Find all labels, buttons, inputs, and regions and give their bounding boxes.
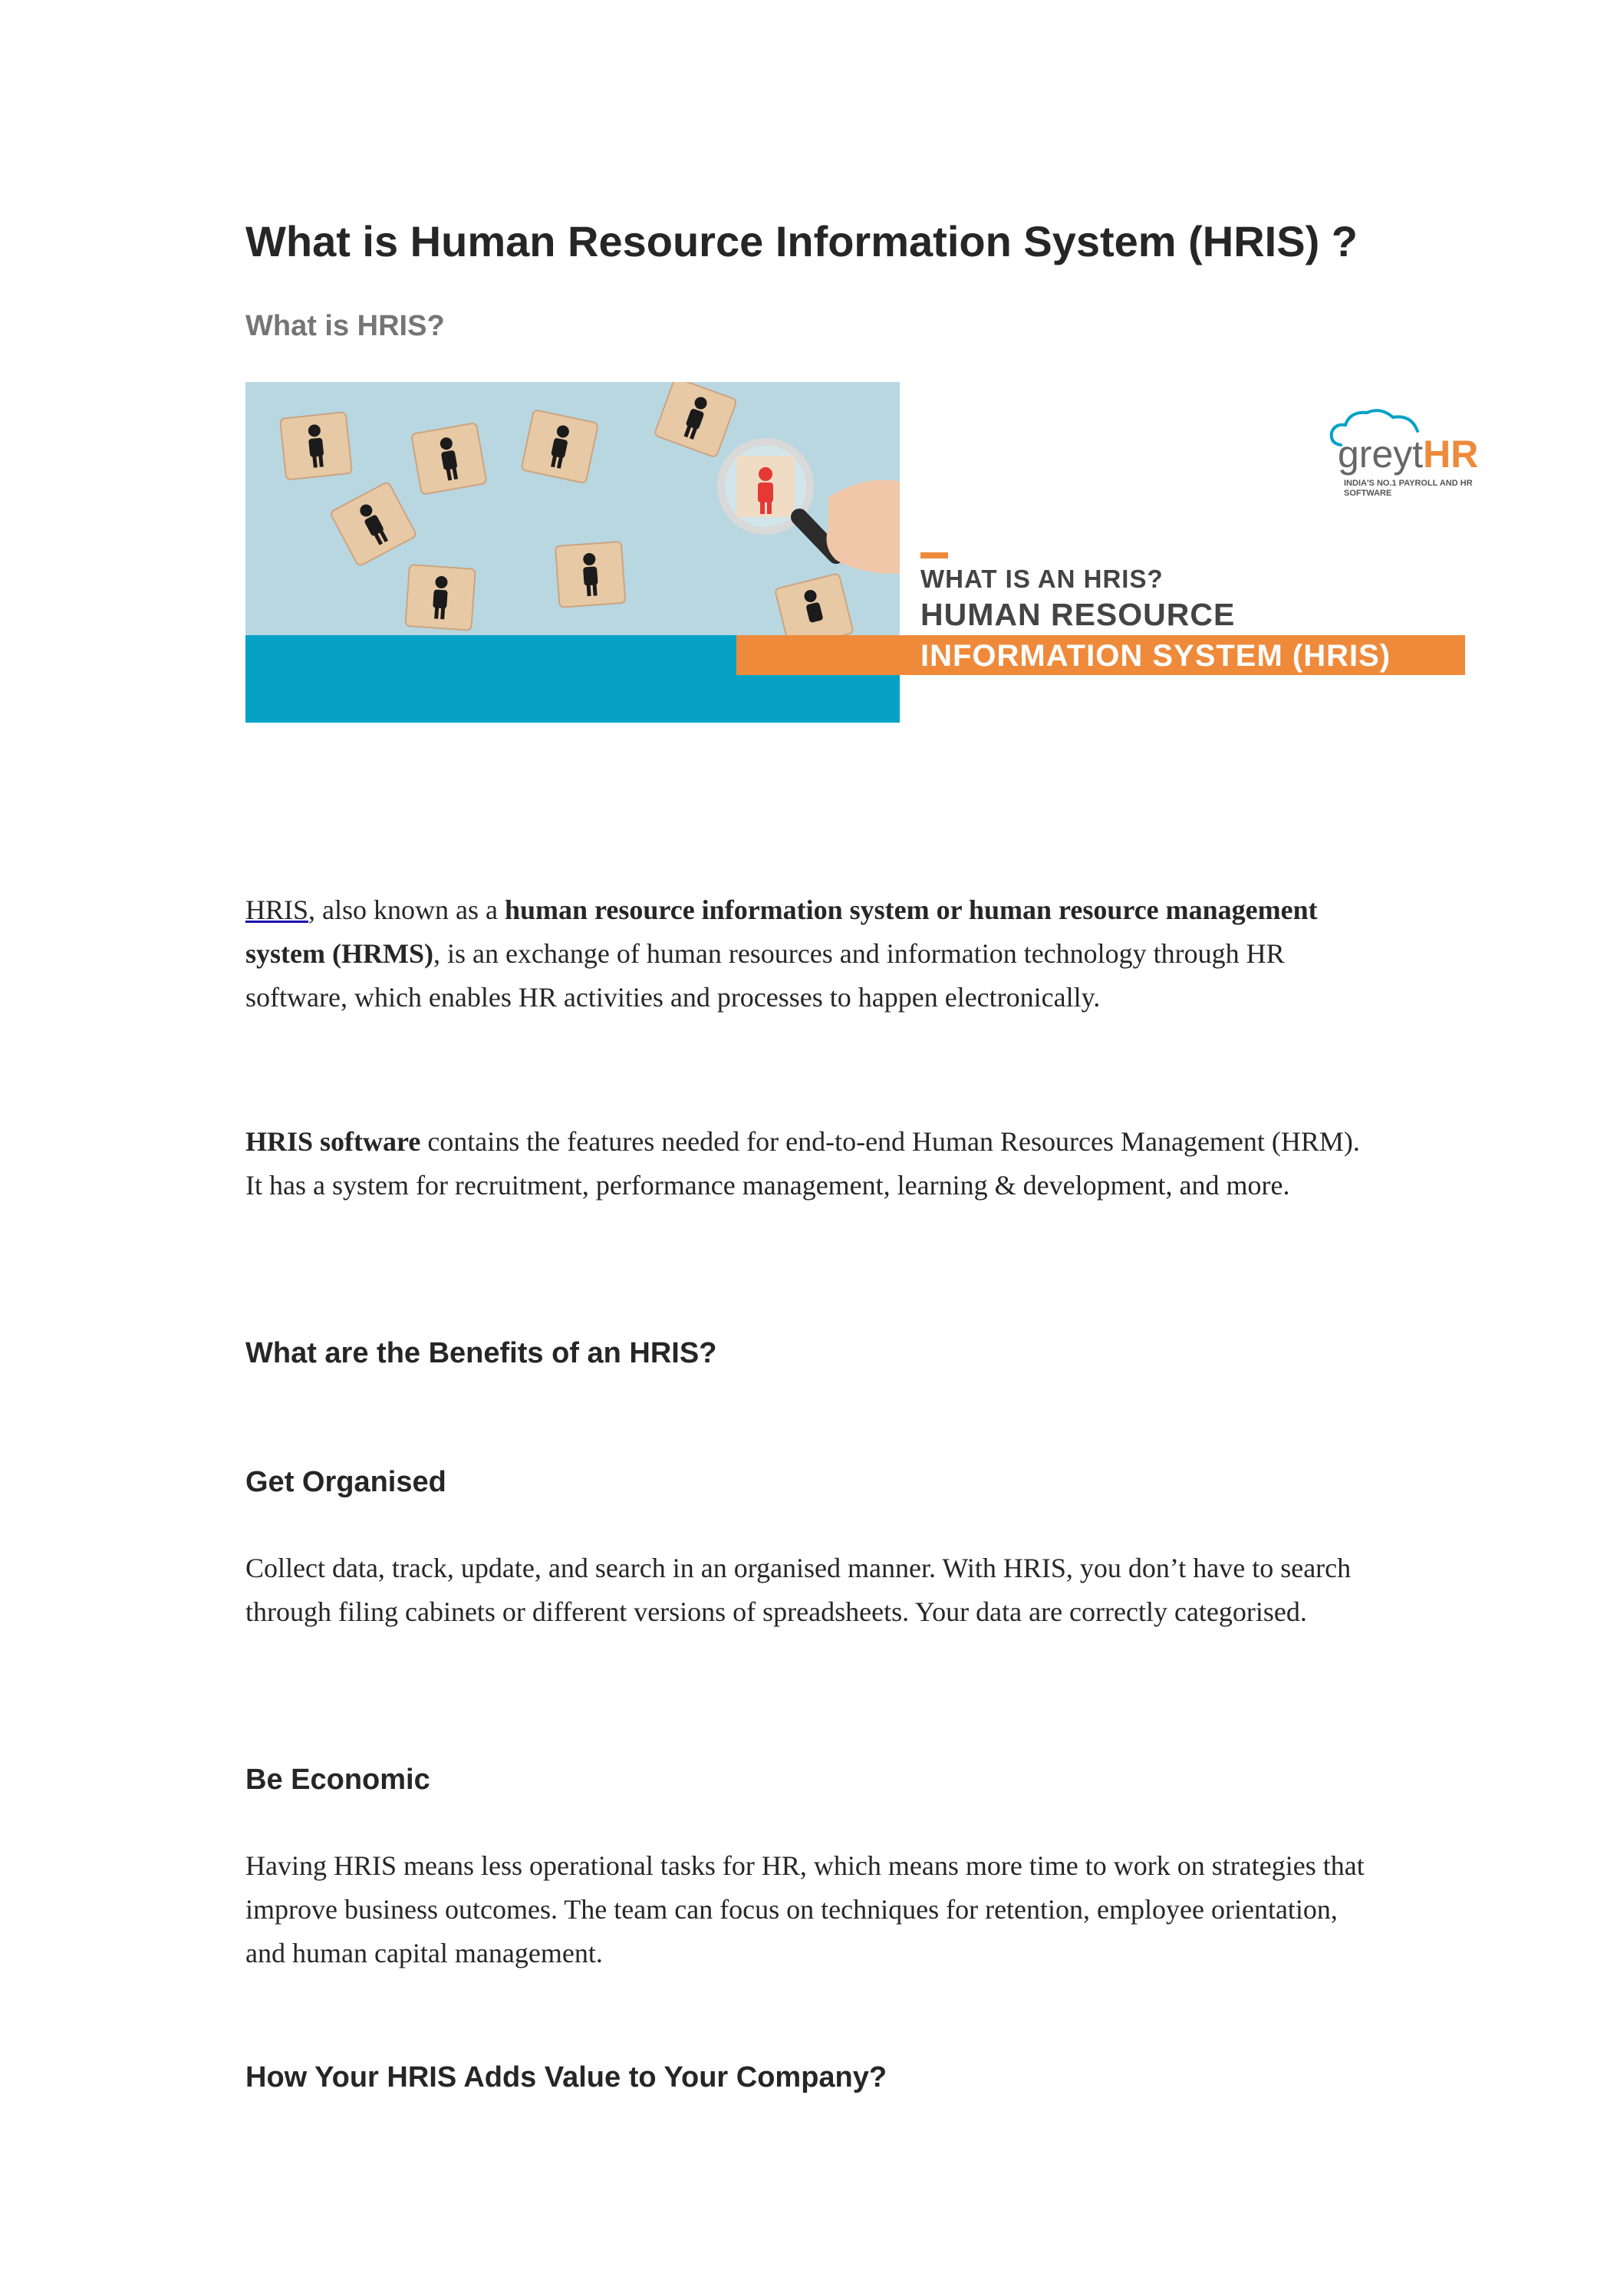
logo-tagline: INDIA'S NO.1 PAYROLL AND HR SOFTWARE <box>1344 479 1473 498</box>
banner-heading-small: WHAT IS AN HRIS? <box>920 565 1164 593</box>
wooden-block-8 <box>775 573 854 635</box>
wooden-block-2 <box>411 423 487 495</box>
hris-banner-image <box>245 382 1479 723</box>
banner-heading-large: HUMAN RESOURCE <box>920 597 1236 632</box>
benefits-heading: What are the Benefits of an HRIS? <box>245 1337 717 1369</box>
hris-link[interactable]: HRIS <box>245 894 309 925</box>
organised-paragraph: Collect data, track, update, and search in an organised manner. With HRIS, you don’t have to search through filing cabinets or different versions of spreadsheets. Your data are correctly categorised. <box>245 1553 1352 1627</box>
economic-paragraph: Having HRIS means less operational tasks for HR, which means more time to work on strategies that improve business outcomes. The team can focus on techniques for retention, employee orientation, and human capital management. <box>245 1850 1365 1968</box>
wooden-block-1 <box>280 412 352 480</box>
wooden-block-5 <box>330 482 417 567</box>
software-paragraph: HRIS software contains the features needed for end-to-end Human Resources Management (HRM). It has a system for recruitment, performance management, learning & development, and more. <box>245 1126 1360 1201</box>
wooden-block-3 <box>521 410 598 483</box>
banner-accent-dash <box>920 552 948 558</box>
page-subtitle: What is HRIS? <box>245 310 445 342</box>
banner-heading-highlight: INFORMATION SYSTEM (HRIS) <box>920 639 1391 673</box>
wooden-block-4 <box>654 382 737 458</box>
wooden-blocks-illustration <box>245 382 900 635</box>
value-heading: How Your HRIS Adds Value to Your Company? <box>245 2061 887 2093</box>
banner-photo <box>245 382 900 635</box>
intro-paragraph: HRIS, also known as a human resource information system or human resource management system (HRMS), is an exchange of human resources and information technology through HR software, which enables HR activities and processes to happen electronically. <box>245 894 1318 1013</box>
organised-heading: Get Organised <box>245 1466 446 1498</box>
page-title: What is Human Resource Information System (HRIS) ? <box>245 217 1358 265</box>
magnifying-glass-icon <box>721 442 900 574</box>
economic-heading: Be Economic <box>245 1764 430 1796</box>
wooden-block-7 <box>555 542 625 608</box>
wooden-block-6 <box>405 565 475 631</box>
greythr-logo <box>1327 405 1480 512</box>
logo-wordmark: greytHR <box>1338 433 1479 476</box>
